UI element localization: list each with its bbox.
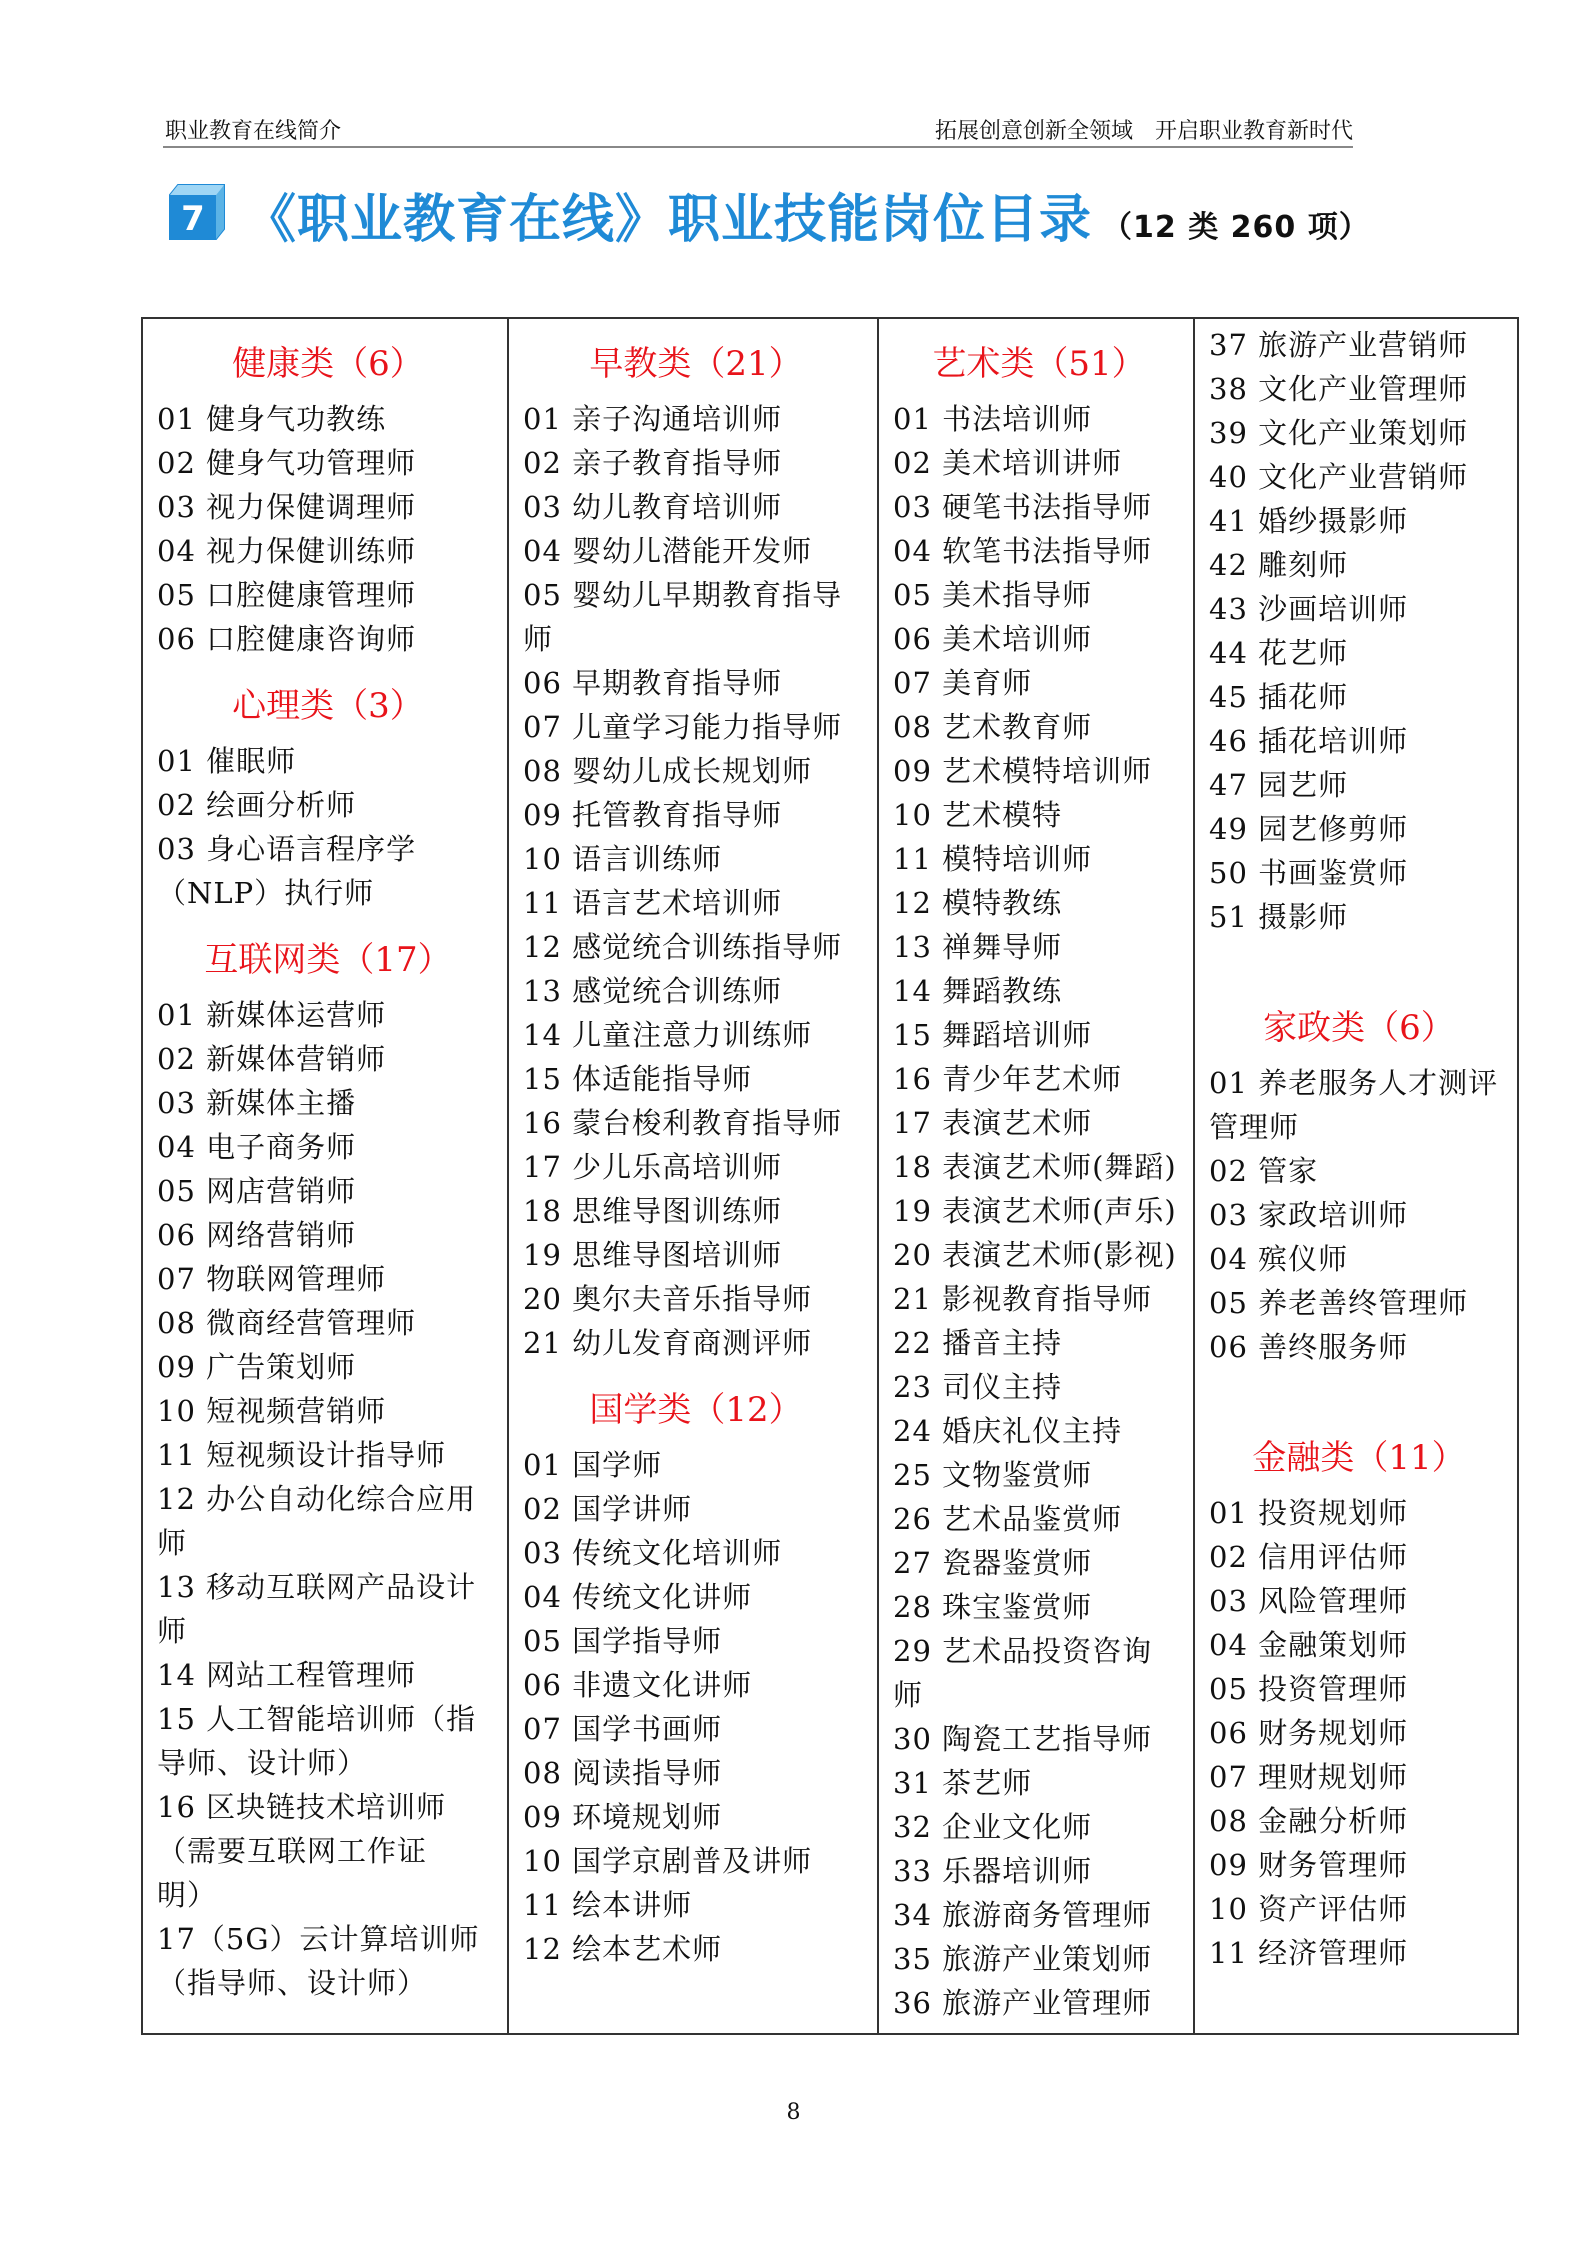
- job-item: 02 美术培训讲师: [893, 446, 1123, 480]
- page-title-main: 《职业教育在线》职业技能岗位目录: [244, 190, 1093, 250]
- job-item: 06 非遗文化讲师: [523, 1668, 753, 1702]
- job-item: 28 珠宝鉴赏师: [893, 1590, 1093, 1624]
- job-item: 03 新媒体主播: [157, 1086, 357, 1120]
- category-heading: 互联网类（17）: [204, 940, 452, 980]
- job-item: 09 环境规划师: [523, 1800, 723, 1834]
- job-item: 16 青少年艺术师: [893, 1062, 1123, 1096]
- job-item: 05 口腔健康管理师: [157, 578, 417, 612]
- job-item: 12 模特教练: [893, 886, 1063, 920]
- job-item: 05 美术指导师: [893, 578, 1093, 612]
- job-item: 04 电子商务师: [157, 1130, 357, 1164]
- job-item: 31 茶艺师: [893, 1766, 1033, 1800]
- job-item: 50 书画鉴赏师: [1209, 856, 1409, 890]
- catalog-column-3: [877, 319, 1193, 2033]
- header-right-text: 拓展创意创新全领域 开启职业教育新时代: [934, 119, 1353, 144]
- job-item: 09 广告策划师: [157, 1350, 357, 1384]
- job-item: 01 投资规划师: [1209, 1496, 1409, 1530]
- job-item: 04 金融策划师: [1209, 1628, 1409, 1662]
- job-item: 16 区块链技术培训师: [157, 1790, 447, 1824]
- job-item: 41 婚纱摄影师: [1209, 504, 1409, 538]
- job-item: 明）: [157, 1878, 218, 1912]
- page-title-count: （12 类 260 项）: [1102, 210, 1370, 245]
- job-item: 05 国学指导师: [523, 1624, 723, 1658]
- job-item: 20 表演艺术师(影视): [893, 1238, 1177, 1272]
- job-item: 19 表演艺术师(声乐): [893, 1194, 1177, 1228]
- job-item: 46 插花培训师: [1209, 724, 1409, 758]
- job-item: 01 国学师: [523, 1448, 663, 1482]
- job-item: 15 体适能指导师: [523, 1062, 753, 1096]
- job-item: 44 花艺师: [1209, 636, 1349, 670]
- job-item: 40 文化产业营销师: [1209, 460, 1469, 494]
- page-header: [163, 112, 1353, 148]
- job-item: 02 管家: [1209, 1154, 1319, 1188]
- job-item: 10 短视频营销师: [157, 1394, 387, 1428]
- category-heading: 早教类（21）: [589, 344, 803, 384]
- job-item: 42 雕刻师: [1209, 548, 1349, 582]
- job-item: 17 少儿乐高培训师: [523, 1150, 783, 1184]
- job-item: 03 身心语言程序学: [157, 832, 417, 866]
- job-item: （需要互联网工作证: [157, 1834, 428, 1868]
- job-item: 18 表演艺术师(舞蹈): [893, 1150, 1177, 1184]
- job-item: 17（5G）云计算培训师: [157, 1922, 480, 1956]
- job-item: 06 早期教育指导师: [523, 666, 783, 700]
- job-item: 14 舞蹈教练: [893, 974, 1063, 1008]
- job-item: 33 乐器培训师: [893, 1854, 1093, 1888]
- job-item: 10 语言训练师: [523, 842, 723, 876]
- job-item: 11 绘本讲师: [523, 1888, 693, 1922]
- job-item: 10 艺术模特: [893, 798, 1063, 832]
- category-heading: 家政类（6）: [1263, 1008, 1455, 1048]
- job-item: 01 亲子沟通培训师: [523, 402, 783, 436]
- job-item: 35 旅游产业策划师: [893, 1942, 1153, 1976]
- job-item: （NLP）执行师: [157, 876, 375, 910]
- job-item: 05 养老善终管理师: [1209, 1286, 1469, 1320]
- job-item: 师: [893, 1678, 924, 1712]
- job-item: 32 企业文化师: [893, 1810, 1093, 1844]
- job-item: 03 家政培训师: [1209, 1198, 1409, 1232]
- job-item: 14 儿童注意力训练师: [523, 1018, 813, 1052]
- job-item: （指导师、设计师）: [157, 1966, 428, 2000]
- category-heading: 金融类（11）: [1252, 1438, 1466, 1478]
- catalog-column-4: [1193, 319, 1517, 2033]
- job-item: 07 物联网管理师: [157, 1262, 387, 1296]
- job-item: 08 艺术教育师: [893, 710, 1093, 744]
- job-item: 47 园艺师: [1209, 768, 1349, 802]
- job-item: 03 风险管理师: [1209, 1584, 1409, 1618]
- job-item: 08 微商经营管理师: [157, 1306, 417, 1340]
- number-cube-icon: [168, 183, 226, 241]
- job-item: 师: [157, 1614, 188, 1648]
- category-heading: 艺术类（51）: [932, 344, 1146, 384]
- job-catalog-table: [141, 317, 1519, 2035]
- job-item: 08 阅读指导师: [523, 1756, 723, 1790]
- job-item: 12 绘本艺术师: [523, 1932, 723, 1966]
- job-item: 11 模特培训师: [893, 842, 1093, 876]
- job-item: 29 艺术品投资咨询: [893, 1634, 1153, 1668]
- catalog-column-2: [507, 319, 877, 2033]
- job-item: 03 传统文化培训师: [523, 1536, 783, 1570]
- job-item: 39 文化产业策划师: [1209, 416, 1469, 450]
- job-item: 45 插花师: [1209, 680, 1349, 714]
- job-item: 10 国学京剧普及讲师: [523, 1844, 813, 1878]
- job-item: 13 移动互联网产品设计: [157, 1570, 477, 1604]
- job-item: 03 硬笔书法指导师: [893, 490, 1153, 524]
- job-item: 导师、设计师）: [157, 1746, 368, 1780]
- job-item: 08 婴幼儿成长规划师: [523, 754, 813, 788]
- job-item: 09 托管教育指导师: [523, 798, 783, 832]
- job-item: 19 思维导图培训师: [523, 1238, 783, 1272]
- page-title: [244, 177, 1370, 252]
- job-item: 02 新媒体营销师: [157, 1042, 387, 1076]
- header-left-text: 职业教育在线简介: [165, 119, 342, 144]
- job-item: 27 瓷器鉴赏师: [893, 1546, 1093, 1580]
- job-item: 04 殡仪师: [1209, 1242, 1349, 1276]
- job-item: 11 语言艺术培训师: [523, 886, 783, 920]
- job-item: 04 传统文化讲师: [523, 1580, 753, 1614]
- job-item: 14 网站工程管理师: [157, 1658, 417, 1692]
- job-item: 12 感觉统合训练指导师: [523, 930, 843, 964]
- job-item: 26 艺术品鉴赏师: [893, 1502, 1123, 1536]
- job-item: 05 投资管理师: [1209, 1672, 1409, 1706]
- job-item: 25 文物鉴赏师: [893, 1458, 1093, 1492]
- job-item: 05 网店营销师: [157, 1174, 357, 1208]
- job-item: 11 短视频设计指导师: [157, 1438, 447, 1472]
- job-item: 01 养老服务人才测评: [1209, 1066, 1499, 1100]
- job-item: 15 人工智能培训师（指: [157, 1702, 477, 1736]
- job-item: 17 表演艺术师: [893, 1106, 1093, 1140]
- job-item: 36 旅游产业管理师: [893, 1986, 1153, 2020]
- job-item: 15 舞蹈培训师: [893, 1018, 1093, 1052]
- job-item: 管理师: [1209, 1110, 1300, 1144]
- job-item: 30 陶瓷工艺指导师: [893, 1722, 1153, 1756]
- category-heading: 健康类（6）: [232, 344, 424, 384]
- job-item: 06 口腔健康咨询师: [157, 622, 417, 656]
- section-title: [168, 175, 1368, 255]
- job-item: 43 沙画培训师: [1209, 592, 1409, 626]
- job-item: 12 办公自动化综合应用: [157, 1482, 477, 1516]
- job-item: 34 旅游商务管理师: [893, 1898, 1153, 1932]
- job-item: 09 财务管理师: [1209, 1848, 1409, 1882]
- job-item: 07 美育师: [893, 666, 1033, 700]
- job-item: 49 园艺修剪师: [1209, 812, 1409, 846]
- job-item: 06 网络营销师: [157, 1218, 357, 1252]
- job-item: 16 蒙台梭利教育指导师: [523, 1106, 843, 1140]
- catalog-column-1: [143, 319, 507, 2033]
- job-item: 02 信用评估师: [1209, 1540, 1409, 1574]
- job-item: 13 禅舞导师: [893, 930, 1063, 964]
- job-item: 03 视力保健调理师: [157, 490, 417, 524]
- job-item: 21 幼儿发育商测评师: [523, 1326, 813, 1360]
- job-item: 01 催眠师: [157, 744, 297, 778]
- job-item: 02 健身气功管理师: [157, 446, 417, 480]
- job-item: 11 经济管理师: [1209, 1936, 1409, 1970]
- job-item: 04 婴幼儿潜能开发师: [523, 534, 813, 568]
- job-item: 10 资产评估师: [1209, 1892, 1409, 1926]
- job-item: 09 艺术模特培训师: [893, 754, 1153, 788]
- job-item: 22 播音主持: [893, 1326, 1063, 1360]
- job-item: 21 影视教育指导师: [893, 1282, 1153, 1316]
- job-item: 06 美术培训师: [893, 622, 1093, 656]
- job-item: 20 奥尔夫音乐指导师: [523, 1282, 813, 1316]
- category-heading: 国学类（12）: [589, 1390, 803, 1430]
- job-item: 24 婚庆礼仪主持: [893, 1414, 1123, 1448]
- job-item: 01 书法培训师: [893, 402, 1093, 436]
- job-item: 23 司仪主持: [893, 1370, 1063, 1404]
- job-item: 02 绘画分析师: [157, 788, 357, 822]
- job-item: 38 文化产业管理师: [1209, 372, 1469, 406]
- job-item: 04 视力保健训练师: [157, 534, 417, 568]
- title-number: 7: [181, 199, 205, 239]
- job-item: 02 国学讲师: [523, 1492, 693, 1526]
- job-item: 07 理财规划师: [1209, 1760, 1409, 1794]
- job-item: 05 婴幼儿早期教育指导: [523, 578, 843, 612]
- job-item: 07 国学书画师: [523, 1712, 723, 1746]
- job-item: 师: [523, 622, 554, 656]
- job-item: 03 幼儿教育培训师: [523, 490, 783, 524]
- job-item: 08 金融分析师: [1209, 1804, 1409, 1838]
- job-item: 06 财务规划师: [1209, 1716, 1409, 1750]
- job-item: 51 摄影师: [1209, 900, 1349, 934]
- job-item: 02 亲子教育指导师: [523, 446, 783, 480]
- job-item: 01 新媒体运营师: [157, 998, 387, 1032]
- job-item: 师: [157, 1526, 188, 1560]
- job-item: 04 软笔书法指导师: [893, 534, 1153, 568]
- job-item: 18 思维导图训练师: [523, 1194, 783, 1228]
- job-item: 37 旅游产业营销师: [1209, 328, 1469, 362]
- job-item: 01 健身气功教练: [157, 402, 387, 436]
- job-item: 07 儿童学习能力指导师: [523, 710, 843, 744]
- job-item: 13 感觉统合训练师: [523, 974, 783, 1008]
- job-item: 06 善终服务师: [1209, 1330, 1409, 1364]
- page-number: 8: [786, 2100, 801, 2125]
- category-heading: 心理类（3）: [232, 686, 424, 726]
